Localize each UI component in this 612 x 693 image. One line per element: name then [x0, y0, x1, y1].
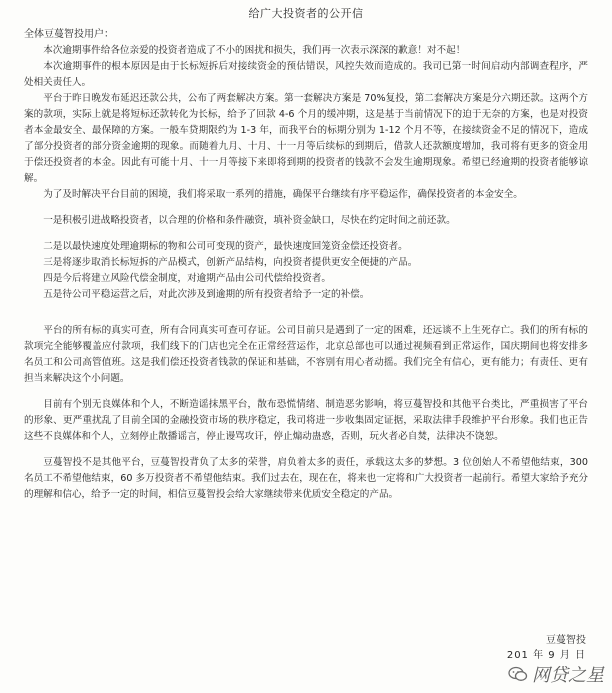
watermark — [508, 661, 604, 687]
paragraph-solutions: 平台于昨日晚发布延迟还款公共，公布了两套解决方案。第一套解决方案是 70%复投，第二套解决方案是分六期还款。这两个方案的款项，实际上就是将短标还款转化为长标，给予了回款 4-6 个月的缓冲期，这是基于当前情况下的迫于无奈的方案，也是对投资者本金最安全、最保障的方案。一般车贷期限约为 1-3 年，而我平台的标期分别为 1-12 个月不等，在接续资金不足的情况下，造成了部分投资者的部分资金逾期的现象。而随着九月、十月、十一月等后续标的到期后，借款人还款额度增加，我司将有更多的资金用于偿还投资者的本金。因此有可能十月、十一月等接下来即将到期的投资者的钱款不会发生逾期现象。希望已经逾期的投资者能够谅解。 — [24, 93, 588, 184]
paragraph-apology: 本次逾期事件给各位亲爱的投资者造成了不小的困扰和损失，我们再一次表示深深的歉意！对不起！ — [43, 45, 466, 56]
paragraph-commitment: 豆蔓智投不是其他平台，豆蔓智投背负了太多的荣誉，肩负着太多的责任，承载这太多的梦想。3 位创始人不希望他结束，300 名员工不希望他结束，60 多万投资者不希望他结束。我们过去在，现在在，将来也一定将和广大投资者一起前行。希望大家给予充分的理解和信心，给予一定的时间，相信豆蔓智投会给大家继续带来优质安全稳定的产品。 — [24, 457, 588, 500]
paragraph-cause: 本次逾期事件的根本原因是由于长标短拆后对接续资金的预估错误，风控失效而造成的。我司已第一时间启动内部调查程序，严处相关责任人。 — [24, 61, 588, 88]
paragraph-measures-intro: 为了及时解决平台目前的困境，我们将采取一系列的措施，确保平台继续有序平稳运作，确保投资者的本金安全。 — [43, 189, 523, 200]
measure-item: 二是以最快速度处理逾期标的物和公司可变现的资产，最快速度回笼资金偿还投资者。 — [43, 241, 408, 252]
measure-item: 五是待公司平稳运营之后，对此次涉及到逾期的所有投资者给予一定的补偿。 — [43, 289, 370, 300]
paragraph-assets: 平台的所有标的真实可查，所有合同真实可查可存证。公司目前只是遇到了一定的困难，还远谈不上生死存亡。我们的所有标的款项完全能够覆盖应付款项，我们线下的门店也完全在正常经营运作，北京总部也可以通过视频看到正常运作，国庆期间也将安排多名员工和公司高管值班。这是我们偿还投资者钱款的保证和基础，不容别有用心者动摇。我们完全有信心，更有能力；有责任、更有担当来解决这个小问题。 — [24, 325, 588, 384]
measure-item: 三是将逐步取消长标短拆的产品模式，创新产品结构，向投资者提供更安全便捷的产品。 — [43, 257, 418, 268]
wechat-icon — [508, 666, 528, 682]
measure-item: 四是今后将建立风险代偿金制度，对逾期产品由公司代偿给投资者。 — [43, 273, 331, 284]
signature-date: 201 年 9 月 日 — [506, 650, 586, 661]
measure-item: 一是积极引进战略投资者，以合理的价格和条件融资，填补资金缺口，尽快在约定时间之前还款。 — [43, 215, 456, 226]
signature-company: 豆蔓智投 — [546, 635, 586, 646]
salutation: 全体豆蔓智投用户： — [24, 29, 114, 40]
signature-block — [507, 633, 586, 663]
letter-title: 给广大投资者的公开信 — [248, 7, 364, 20]
paragraph-media: 目前有个别无良媒体和个人，不断造谣抹黑平台，散布恐慌情绪、制造恶劣影响，将豆蔓智投和其他平台类比，严重损害了平台的形象、更严重扰乱了目前全国的金融投资市场的秩序稳定，我司将进一步收集固定证据，采取法律手段维护平台形象。我们也正告这些不良媒体和个人，立刻停止散播谣言，停止谩骂攻讦，停止煽动蛊惑，否则，玩火者必自焚，法律决不饶恕。 — [24, 399, 588, 442]
watermark-text: 网贷之星 — [532, 665, 604, 686]
